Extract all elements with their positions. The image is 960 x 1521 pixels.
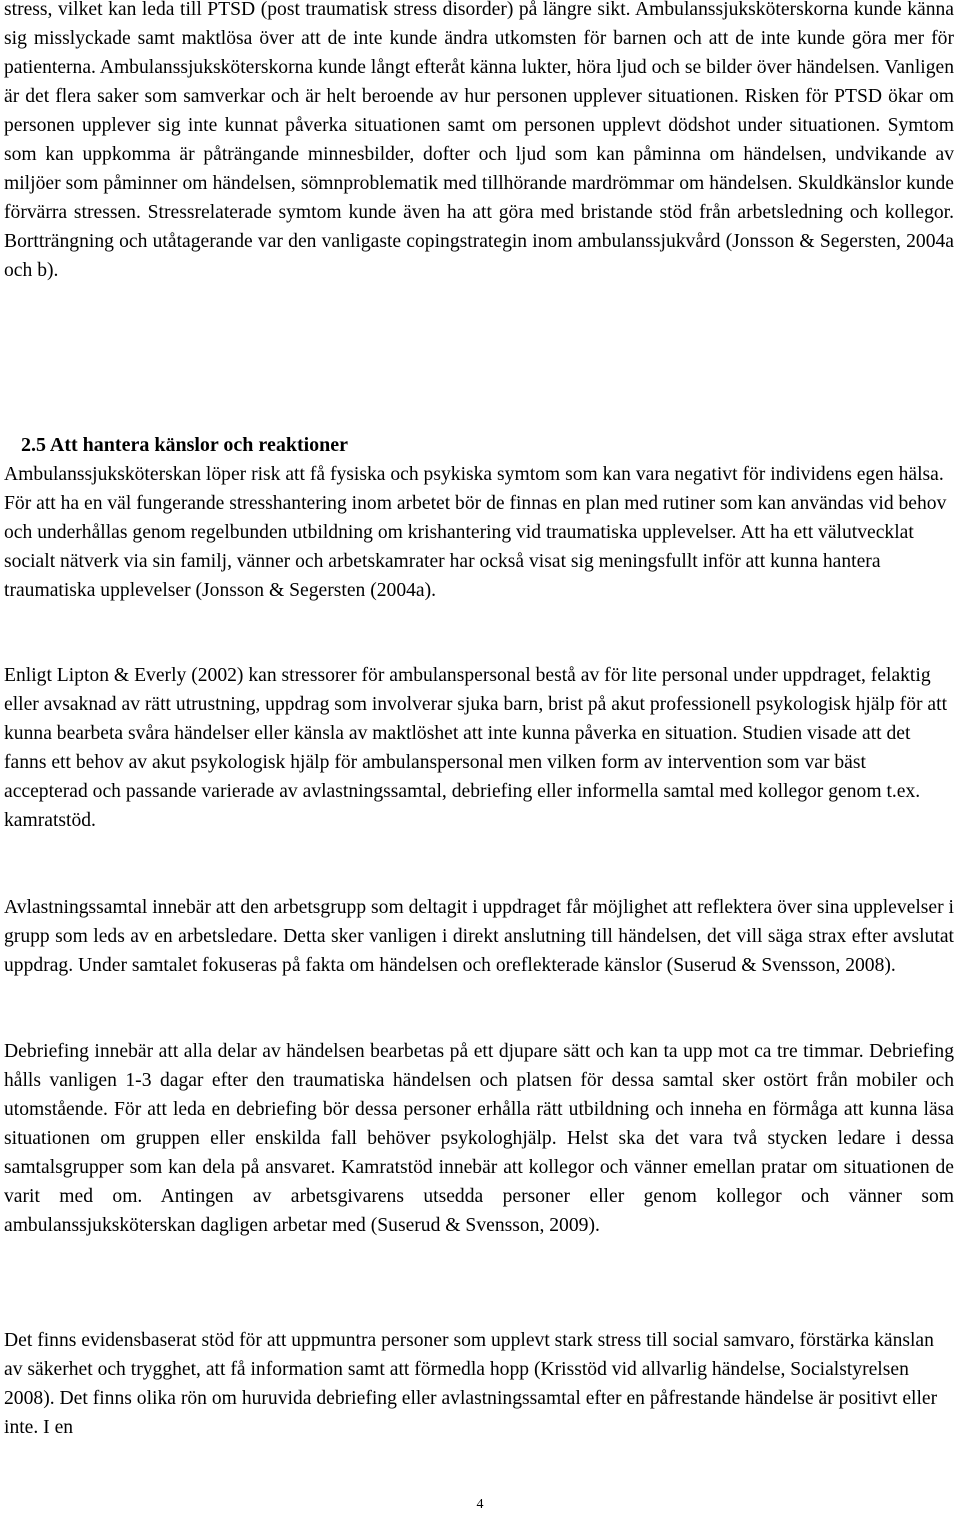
section-heading: 2.5 Att hantera känslor och reaktioner	[21, 434, 349, 456]
paragraph-stressors: Enligt Lipton & Everly (2002) kan stressorer för ambulanspersonal bestå av för lite personal under uppdraget, felaktig eller avsaknad av rätt utrustning, uppdrag som involverar sjuka barn, brist på akut professionell psykologisk hjälp för att kunna bearbeta svåra händelser eller känsla av maktlöshet att inte kunna påverka en situation. Studien visade att det fanns ett behov av akut psykologisk hjälp för ambulanspersonal men vilken form av intervention som var bäst accepterad och passande varierade av avlastningssamtal, debriefing eller informella samtal med kollegor genom t.ex. kamratstöd.	[4, 665, 948, 831]
paragraph-debriefing: Debriefing innebär att alla delar av händelsen bearbetas på ett djupare sätt och kan ta upp mot ca tre timmar. Debriefing hålls vanligen 1-3 dagar efter den traumatiska händelsen och platsen för dessa samtal sker ostört från mobiler och utomstående. För att leda en debriefing bör dessa personer erhålla rätt utbildning och inneha en förmåga att kunna läsa situationen om gruppen eller enskilda fall behöver psykologhjälp. Helst ska det vara två stycken ledare i dessa samtalsgrupper som kan dela på ansvaret. Kamratstöd innebär att kollegor och vänner emellan pratar om situationen de varit med om. Antingen av arbetsgivarens utsedda personer eller genom kollegor och vänner som ambulanssjuksköterskan dagligen arbetar med (Suserud & Svensson, 2009).	[4, 1041, 954, 1236]
paragraph-evidence: Det finns evidensbaserat stöd för att uppmuntra personer som upplevt stark stress till social samvaro, förstärka känslan av säkerhet och trygghet, att få information samt att förmedla hopp (Krisstöd vid allvarlig händelse, Socialstyrelsen 2008). Det finns olika rön om huruvida debriefing eller avlastningssamtal efter en påfrestande händelse är positivt eller inte. I en	[4, 1330, 938, 1438]
paragraph-avlastningssamtal: Avlastningssamtal innebär att den arbetsgrupp som deltagit i uppdraget får möjlighet att reflektera över sina upplevelser i grupp som leds av en arbetsledare. Detta sker vanligen i direkt anslutning till händelsen, det vill säga strax efter avslutat uppdrag. Under samtalet fokuseras på fakta om händelsen och oreflekterade känslor (Suserud & Svensson, 2008).	[4, 897, 954, 976]
paragraph-stress-management: Ambulanssjuksköterskan löper risk att få fysiska och psykiska symtom som kan vara negativt för individens egen hälsa. För att ha en väl fungerande stresshantering inom arbetet bör de finnas en plan med rutiner som kan användas vid behov och underhållas genom regelbunden utbildning om krishantering vid traumatiska upplevelser. Att ha ett välutvecklat socialt nätverk via sin familj, vänner och arbetskamrater har också visat sig meningsfullt inför att kunna hantera traumatiska upplevelser (Jonsson & Segersten (2004a).	[4, 464, 947, 601]
page-number: 4	[476, 1497, 484, 1512]
paragraph-ptsd-symptoms: stress, vilket kan leda till PTSD (post traumatisk stress disorder) på längre sikt. Ambulanssjuksköterskorna kunde känna sig misslyckade samt maktlösa över att de inte kunde ändra utkomsten för barnen och att de inte kunde göra mer för patienterna. Ambulanssjuksköterskorna kunde långt efteråt känna lukter, höra ljud och se bilder över händelsen. Vanligen är det flera saker som samverkar och är helt beroende av hur personen upplever situationen. Risken för PTSD ökar om personen upplever sig inte kunnat påverka situationen samt om personen upplevt dödshot under situationen. Symtom som kan uppkomma är påträngande minnesbilder, dofter och ljud som kan påminna om händelsen, undvikande av miljöer som påminner om händelsen, sömnproblematik med tillhörande mardrömmar om händelsen. Skuldkänslor kunde förvärra stressen. Stressrelaterade symtom kunde även ha att göra med bristande stöd från arbetsledning och kollegor. Bortträngning och utåtagerande var den vanligaste copingstrategin inom ambulanssjukvård (Jonsson & Segersten, 2004a och b).	[4, 0, 954, 281]
